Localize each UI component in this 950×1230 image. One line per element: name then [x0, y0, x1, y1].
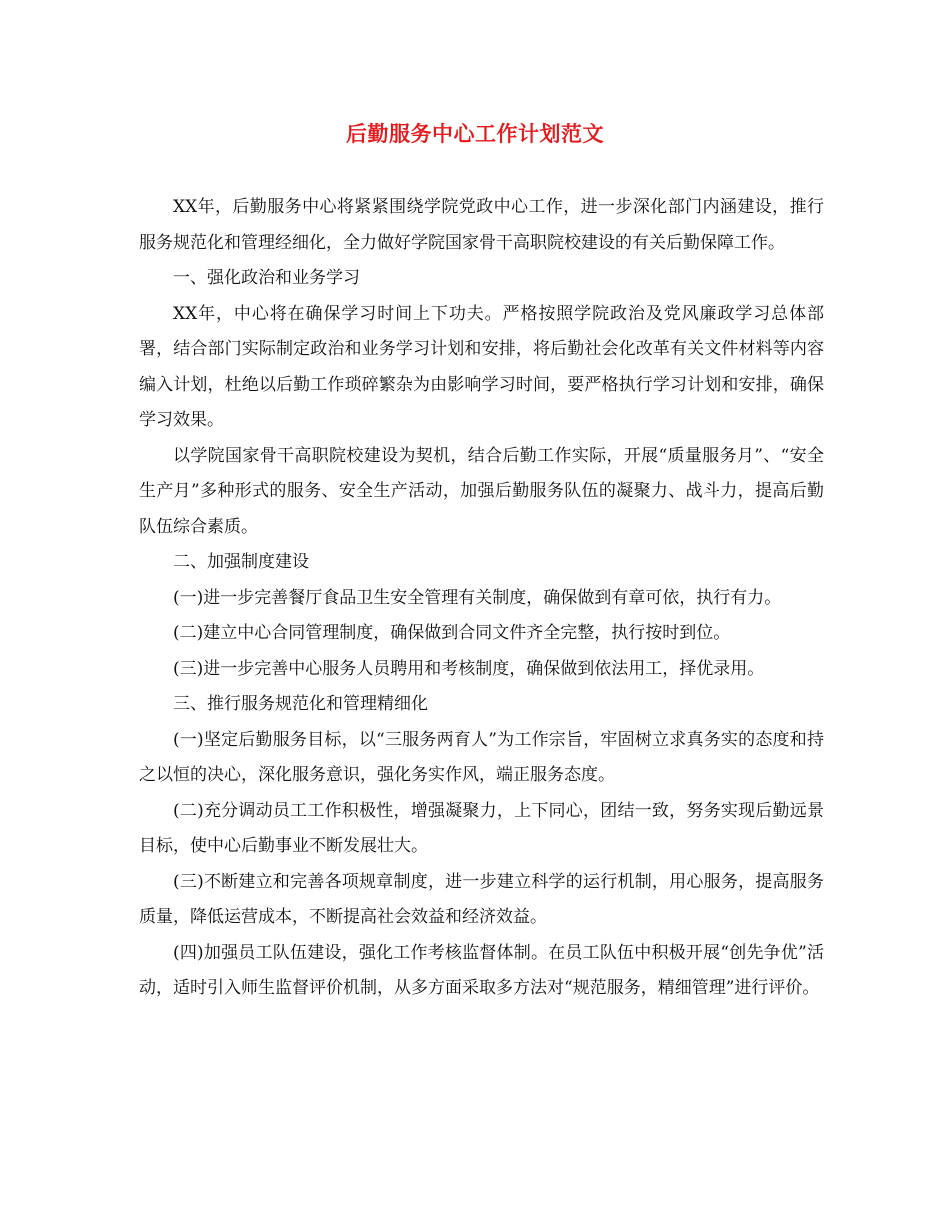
list-item: (一)坚定后勤服务目标，以“三服务两育人”为工作宗旨，牢固树立求真务实的态度和持之以恒的决心，深化服务意识，强化务实作风，端正服务态度。 — [139, 729, 824, 785]
list-item: (二)充分调动员工工作积极性，增强凝聚力，上下同心，团结一致，努务实现后勤远景目标，使中心后勤事业不断发展壮大。 — [139, 800, 824, 856]
section-heading-2: 二、加强制度建设 — [173, 552, 309, 572]
list-item: (一)进一步完善餐厅食品卫生安全管理有关制度，确保做到有章可依，执行有力。 — [173, 587, 782, 608]
intro-paragraph: XX年，后勤服务中心将紧紧围绕学院党政中心工作，进一步深化部门内涵建设，推行服务规范化和管理经细化，全力做好学院国家骨干高职院校建设的有关后勤保障工作。 — [139, 197, 824, 253]
section-heading-3: 三、推行服务规范化和管理精细化 — [173, 694, 428, 714]
paragraph: XX年，中心将在确保学习时间上下功夫。严格按照学院政治及党风廉政学习总体部署，结合部门实际制定政治和业务学习计划和安排，将后勤社会化改革有关文件材料等内容编入计划，杜绝以后勤工作琐碎繁杂为由影响学习时间，要严格执行学习计划和安排，确保学习效果。 — [139, 303, 824, 430]
document-title: 后勤服务中心工作计划范文 — [346, 122, 604, 146]
list-item: (三)进一步完善中心服务人员聘用和考核制度，确保做到依法用工，择优录用。 — [173, 658, 765, 679]
section-heading-1: 一、强化政治和业务学习 — [173, 268, 360, 288]
list-item: (四)加强员工队伍建设，强化工作考核监督体制。在员工队伍中积极开展“创先争优”活动，适时引入师生监督评价机制，从多方面采取多方法对“规范服务，精细管理”进行评价。 — [139, 942, 824, 998]
paragraph: 以学院国家骨干高职院校建设为契机，结合后勤工作实际，开展“质量服务月”、“安全生产月”多种形式的服务、安全生产活动，加强后勤服务队伍的凝聚力、战斗力，提高后勤队伍综合素质。 — [139, 445, 824, 537]
list-item: (三)不断建立和完善各项规章制度，进一步建立科学的运行机制，用心服务，提高服务质量，降低运营成本，不断提高社会效益和经济效益。 — [139, 871, 824, 927]
list-item: (二)建立中心合同管理制度，确保做到合同文件齐全完整，执行按时到位。 — [173, 623, 731, 643]
document-body — [139, 190, 824, 1007]
